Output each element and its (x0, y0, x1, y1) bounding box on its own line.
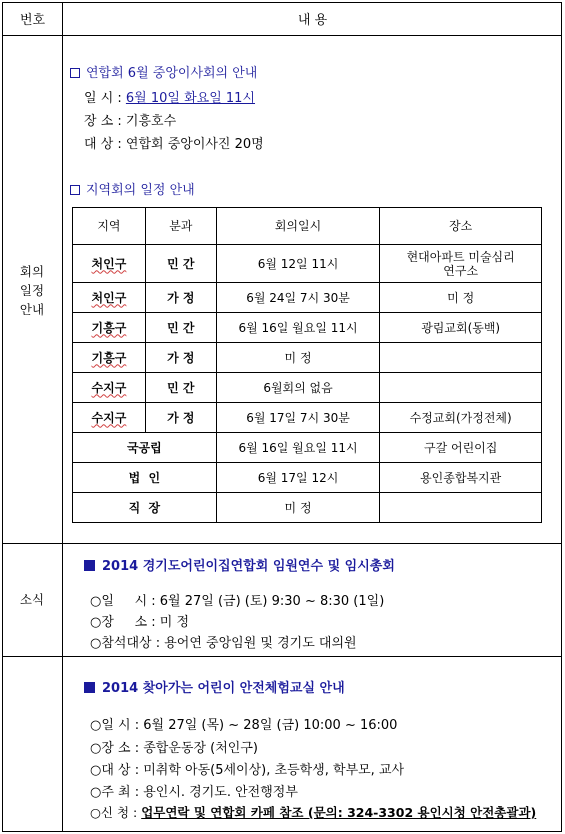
table-row (73, 283, 542, 313)
date-label: 일 시 : (84, 91, 126, 106)
table-header-row (73, 208, 542, 245)
place-cell: 수정교회(가정전체) (380, 403, 542, 433)
place-cell (380, 493, 542, 523)
group-cell: 직 장 (73, 493, 217, 523)
table-row (73, 313, 542, 343)
section-label-news: 소식 (19, 592, 45, 607)
datetime-cell: 6월회의 없음 (216, 373, 380, 403)
news-heading (84, 555, 395, 574)
section-divider (2, 656, 562, 657)
regional-schedule-table (72, 207, 542, 523)
table-row (73, 463, 542, 493)
checkbox-icon (70, 185, 80, 195)
datetime-cell: 6월 12일 11시 (216, 245, 380, 283)
datetime-cell: 6월 24일 7시 30분 (216, 283, 380, 313)
group-cell: 국공립 (73, 433, 217, 463)
region-cell: 처인구 (91, 290, 127, 305)
meeting-place: 장 소 : 기흥호수 (84, 114, 177, 129)
square-bullet-icon (84, 560, 95, 571)
meeting-date (84, 87, 255, 106)
datetime-cell: 6월 16일 월요일 11시 (216, 313, 380, 343)
meeting-heading (70, 62, 257, 81)
meeting-target: 대 상 : 연합회 중앙이사진 20명 (84, 137, 264, 152)
table-row (73, 245, 542, 283)
division-cell: 가 정 (145, 343, 216, 373)
apply-label: ○신 청 : (90, 805, 142, 820)
table-header-cell: 지역 (73, 208, 146, 245)
safety-title: 2014 찾아가는 어린이 안전체험교실 안내 (102, 681, 345, 696)
table-row (73, 433, 542, 463)
safety-line: ○일 시 : 6월 27일 (목) ~ 28일 (금) 10:00 ~ 16:00 (90, 718, 398, 733)
table-header-cell: 회의일시 (216, 208, 380, 245)
region-cell: 기흥구 (91, 350, 127, 365)
news-line: ○일 시 : 6월 27일 (금) (토) 9:30 ~ 8:30 (1일) (90, 594, 385, 609)
safety-line: ○주 최 : 용인시. 경기도. 안전행정부 (90, 785, 298, 800)
safety-line: ○대 상 : 미취학 아동(5세이상), 초등학생, 학부모, 교사 (90, 763, 405, 778)
meeting-title: 연합회 6월 중앙이사회의 안내 (86, 66, 258, 81)
datetime-cell: 미 정 (216, 343, 380, 373)
news-line: ○참석대상 : 용어연 중앙임원 및 경기도 대의원 (90, 636, 357, 651)
table-row (73, 493, 542, 523)
news-line: ○장 소 : 미 정 (90, 615, 190, 630)
table-header-cell: 장소 (380, 208, 542, 245)
header-content: 내 용 (297, 13, 328, 28)
division-cell: 민 간 (145, 245, 216, 283)
datetime-cell: 6월 17일 7시 30분 (216, 403, 380, 433)
table-row (73, 343, 542, 373)
header-divider (2, 35, 562, 36)
datetime-cell: 6월 17일 12시 (216, 463, 380, 493)
safety-apply-line (90, 803, 536, 821)
region-cell: 수지구 (91, 380, 127, 395)
region-cell: 기흥구 (91, 320, 127, 335)
checkbox-icon (70, 68, 80, 78)
region-cell: 처인구 (91, 256, 127, 271)
group-cell: 법 인 (73, 463, 217, 493)
place-cell: 구갈 어린이집 (380, 433, 542, 463)
regional-title: 지역회의 일정 안내 (86, 183, 195, 198)
section-label-meetings: 회의 일정 안내 (19, 264, 45, 317)
square-bullet-icon (84, 682, 95, 693)
safety-line: ○장 소 : 종합운동장 (처인구) (90, 741, 258, 756)
safety-heading (84, 677, 345, 696)
place-cell: 미 정 (380, 283, 542, 313)
place-cell: 현대아파트 미술심리 연구소 (380, 245, 542, 283)
date-value: 6월 10일 화요일 11시 (125, 91, 256, 106)
division-cell: 가 정 (145, 283, 216, 313)
table-row (73, 373, 542, 403)
datetime-cell: 미 정 (216, 493, 380, 523)
division-cell: 민 간 (145, 373, 216, 403)
place-cell (380, 373, 542, 403)
table-row (73, 403, 542, 433)
place-cell: 용인종합복지관 (380, 463, 542, 493)
section-divider (2, 543, 562, 544)
column-divider (62, 2, 63, 832)
table-header-cell: 분과 (145, 208, 216, 245)
header-number: 번호 (19, 13, 46, 28)
place-cell (380, 343, 542, 373)
apply-text: 업무연락 및 연합회 카페 참조 (문의: 324-3302 용인시청 안전총괄과) (141, 805, 537, 820)
datetime-cell: 6월 16일 월요일 11시 (216, 433, 380, 463)
division-cell: 가 정 (145, 403, 216, 433)
news-title: 2014 경기도어린이집연합회 임원연수 및 임시총회 (102, 559, 395, 574)
place-cell: 광림교회(동백) (380, 313, 542, 343)
region-cell: 수지구 (91, 410, 127, 425)
regional-heading (70, 179, 195, 198)
division-cell: 민 간 (145, 313, 216, 343)
